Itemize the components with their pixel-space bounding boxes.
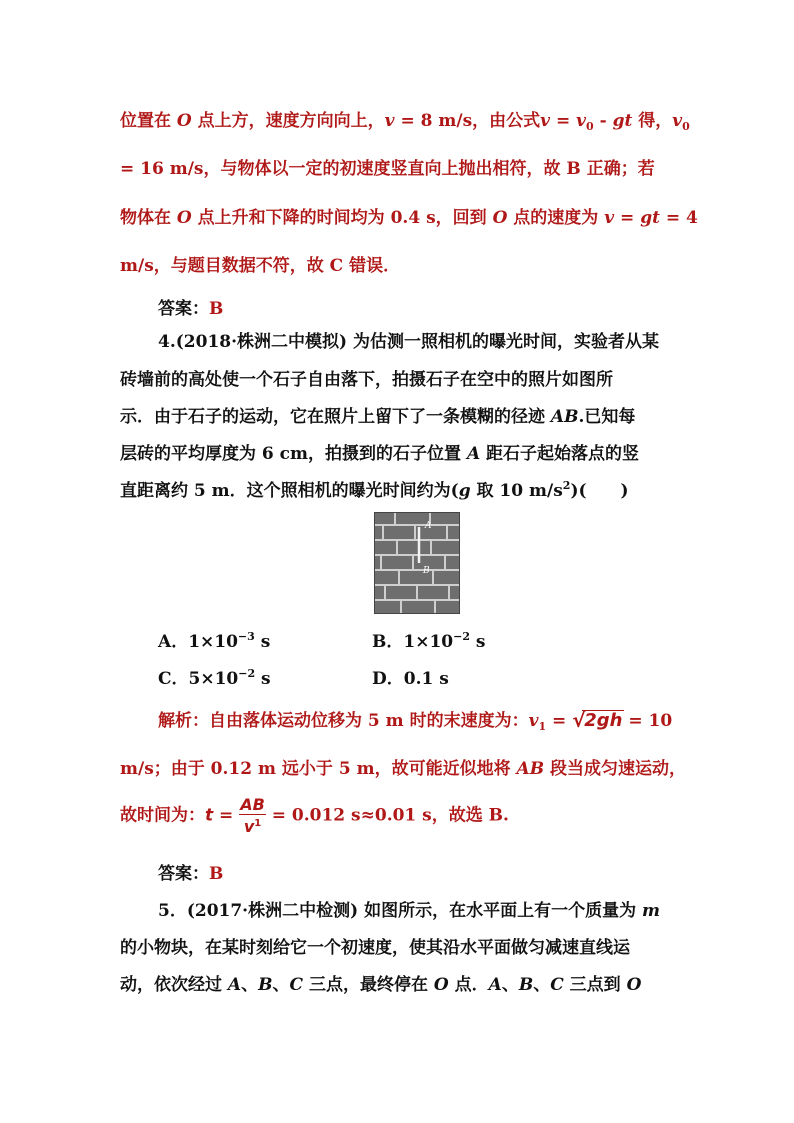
- figure-label-a: A: [425, 521, 432, 531]
- q5-line-3: 动，依次经过 A、B、C 三点，最终停在 O 点．A、B、C 三点到 O: [120, 975, 642, 995]
- q4-line-3: 示．由于石子的运动，它在照片上留下了一条模糊的径迹 AB.已知每: [120, 407, 636, 427]
- option-c[interactable]: C．$5\times 10^{-2}$ s: [158, 667, 271, 689]
- solution-line-4: m/s，与题目数据不符，故 C 错误．: [120, 256, 401, 276]
- fraction-ab-over-v1: $\frac{AB}{v^1}$: [240, 795, 265, 836]
- analysis-line-1: 解析：自由落体运动位移为 5 m 时的末速度为：$v_1$ = √ 2gh = 10: [158, 708, 673, 733]
- solution-line-1: 位置在 O 点上方，速度方向向上，v = 8 m/s，由公式$v = v_0$ - gt 得，$v_0$: [120, 111, 690, 133]
- solution-line-2: = 16 m/s，与物体以一定的初速度竖直向上抛出相符，故 B 正确；若: [120, 159, 655, 179]
- analysis-line-2: m/s；由于 0.12 m 远小于 5 m，故可能近似地将 AB 段当成匀速运动，: [120, 759, 686, 779]
- brick-wall-photo: [374, 512, 460, 614]
- figure-label-b: B: [423, 566, 430, 576]
- option-d[interactable]: D．0.1 s: [372, 669, 449, 689]
- option-b[interactable]: B．$1\times 10^{-2}$ s: [372, 630, 486, 652]
- q4-line-1: 4.(2018·株洲二中模拟) 为估测一照相机的曝光时间，实验者从某: [158, 332, 659, 352]
- q5-line-2: 的小物块，在某时刻给它一个初速度，使其沿水平面做匀减速直线运: [120, 938, 630, 958]
- analysis-line-3: 故时间为：t = $\frac{AB}{v^1}$ = 0.012 s≈0.01 s，故选 B.: [120, 795, 509, 836]
- q4-line-2: 砖墙前的高处使一个石子自由落下，拍摄石子在空中的照片如图所: [120, 370, 613, 390]
- solution-line-3: 物体在 O 点上升和下降的时间均为 0.4 s，回到 O 点的速度为 v = gt = 4: [120, 208, 698, 228]
- sqrt-2gh: √ 2gh: [572, 708, 623, 732]
- q4-line-4: 层砖的平均厚度为 6 cm，拍摄到的石子位置 A 距石子起始落点的竖: [120, 444, 640, 464]
- answer-line-1: 答案：B: [158, 299, 224, 319]
- q4-line-5: 直距离约 5 m．这个照相机的曝光时间约为(g 取 10 $m/s^2$)( ): [120, 479, 629, 501]
- answer-line-2: 答案：B: [158, 864, 224, 884]
- option-a[interactable]: A．$1\times 10^{-3}$ s: [158, 630, 271, 652]
- q5-line-1: 5．(2017·株洲二中检测) 如图所示，在水平面上有一个质量为 m: [158, 901, 660, 921]
